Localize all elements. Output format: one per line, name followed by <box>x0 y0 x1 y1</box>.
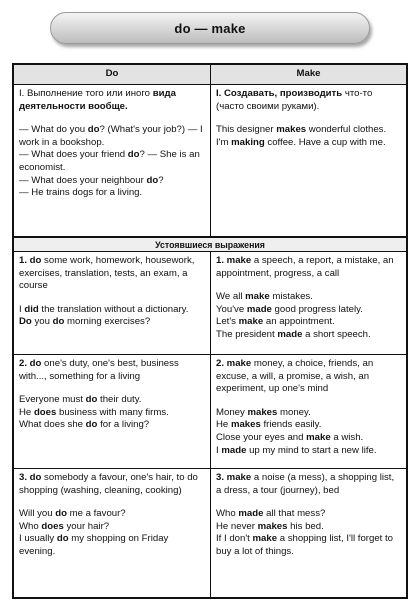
do-expression-cell <box>14 355 210 468</box>
make-example-line: I made up my mind to start a new life. <box>216 444 377 456</box>
general-meaning-row <box>14 85 406 238</box>
make-example-line: You've made good progress lately. <box>216 303 363 315</box>
do-example-line: Everyone must do their duty. <box>19 394 142 406</box>
do-example-line: Will you do me a favour? <box>19 508 126 520</box>
make-example-line: Who made all that mess? <box>216 508 326 520</box>
do-meaning-heading <box>19 88 205 113</box>
make-example-line: If I don't make a shopping list, I'll forget to buy a lot of things. <box>216 533 394 557</box>
make-expression-cell <box>210 469 406 597</box>
make-example-line: This designer makes wonderful clothes. <box>216 124 387 136</box>
make-example-line: The president made a short speech. <box>216 328 371 340</box>
do-definition: 3. do somebody a favour, one's hair, to do shopping (washing, cleaning, cooking) <box>19 472 198 496</box>
make-expression-cell <box>210 355 406 468</box>
comparison-table <box>12 63 408 599</box>
expression-row-2 <box>14 355 406 469</box>
do-example-line: — What does your neighbour do? <box>19 174 164 186</box>
make-example-line: Money makes money. <box>216 406 311 418</box>
make-heading-text: что-то (часто своими руками). <box>216 88 373 112</box>
do-example-line: He does business with many firms. <box>19 406 169 418</box>
make-example-line: He never makes his bed. <box>216 520 324 532</box>
do-expression-cell <box>14 469 210 597</box>
do-expression-cell <box>14 252 210 354</box>
set-expressions-heading: Устоявшиеся выражения <box>14 238 406 252</box>
do-meaning-cell <box>14 85 210 236</box>
column-header-make: Make <box>210 65 406 84</box>
column-header-do: Do <box>105 68 119 80</box>
make-example-line: He makes friends easily. <box>216 419 322 431</box>
make-expression-cell <box>210 252 406 354</box>
make-example-line: Close your eyes and make a wish. <box>216 431 364 443</box>
expression-row-3 <box>14 469 406 597</box>
make-meaning-cell <box>210 85 406 236</box>
make-example-line: I'm making coffee. Have a cup with me. <box>216 136 386 148</box>
do-example-line: — He trains dogs for a living. <box>19 187 143 199</box>
do-heading-bold: вида деятельности вообще. <box>19 88 176 112</box>
do-definition: 1. do some work, homework, housework, exercises, translation, tests, an exam, a course <box>19 255 195 292</box>
table-header <box>14 65 406 85</box>
expression-row-1 <box>14 252 406 355</box>
make-meaning-heading <box>216 88 401 113</box>
make-example-line: We all make mistakes. <box>216 291 313 303</box>
do-example-line: What does she do for a living? <box>19 419 150 431</box>
do-example-line: — What do you do? (What's your job?) — I work in a bookshop. <box>19 124 203 148</box>
make-definition: 2. make money, a choice, friends, an excuse, a will, a promise, a wish, an experiment, up one's mind <box>216 358 374 395</box>
do-example-line: Do you do morning exercises? <box>19 316 151 328</box>
do-example-line: I usually do my shopping on Friday evening. <box>19 533 169 557</box>
do-example-line: Who does your hair? <box>19 520 110 532</box>
make-definition: 3. make a noise (a mess), a shopping list, a dress, a tour (journey), bed <box>216 472 395 496</box>
make-heading-bold: I. Создавать, производить <box>216 88 343 99</box>
do-definition: 2. do one's duty, one's best, business with..., something for a living <box>19 358 179 382</box>
do-example-line: I did the translation without a dictionary. <box>19 303 189 315</box>
make-definition: 1. make a speech, a report, a mistake, an appointment, progress, a call <box>216 255 394 279</box>
page-title: do — make <box>50 12 370 44</box>
do-heading-text: I. Выполнение того или иного <box>19 88 153 99</box>
do-example-line: — What does your friend do? — She is an economist. <box>19 149 200 173</box>
make-example-line: Let's make an appointment. <box>216 316 335 328</box>
